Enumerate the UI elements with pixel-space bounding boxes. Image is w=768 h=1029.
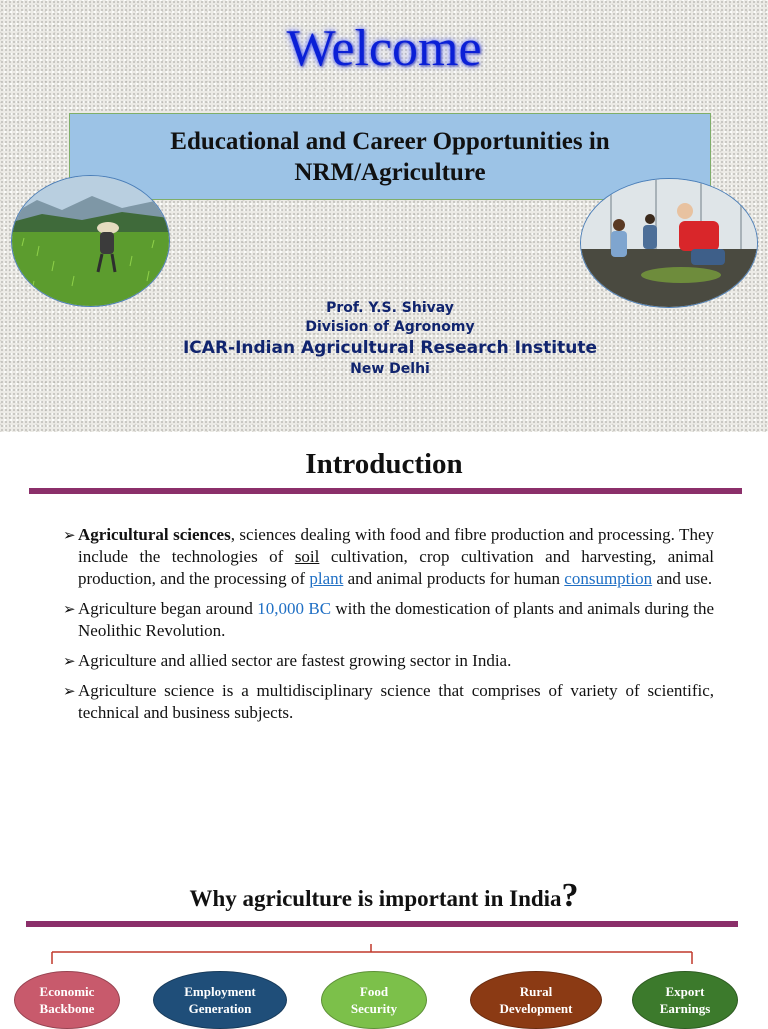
importance-slide — [0, 860, 768, 1024]
bullet-text: with the domestication of plants and animals during the Neolithic Revolution. — [78, 599, 714, 640]
importance-heading-text: Why agriculture is important in India — [189, 886, 562, 911]
heading-divider — [29, 488, 742, 494]
bullet-item — [63, 650, 714, 672]
soil-underlined: soil — [294, 547, 320, 566]
introduction-heading: Introduction — [305, 448, 463, 480]
introduction-bullets — [63, 524, 714, 732]
bullet-item — [63, 680, 714, 724]
bullet-text: Agriculture science is a multidisciplinary science that comprises of variety of scientific, technical and business subjects. — [78, 681, 714, 722]
arrow-bullet-icon: ➢ — [63, 526, 76, 544]
bullet-item — [63, 598, 714, 642]
importance-item-label: Rural Development — [499, 984, 573, 1016]
bold-term: Agricultural sciences — [78, 525, 231, 544]
bullet-text: Agriculture began around — [78, 599, 258, 618]
bullet-text: and use. — [652, 569, 713, 588]
bullet-text: , sciences dealing with food and fibre production and processing. They include the technologies of — [78, 525, 714, 566]
title-slide — [0, 0, 768, 432]
importance-item-economic — [14, 971, 120, 1029]
importance-item-rural — [470, 971, 602, 1029]
bullet-item — [63, 524, 714, 590]
bullet-text: Agriculture and allied sector are fastest growing sector in India. — [78, 651, 512, 670]
arrow-bullet-icon: ➢ — [63, 682, 76, 700]
importance-item-label: Economic Backbone — [39, 984, 95, 1016]
importance-item-label: Food Security — [350, 984, 398, 1016]
introduction-slide — [0, 436, 768, 836]
greenhouse-workers-photo — [580, 178, 758, 308]
author-info — [0, 299, 768, 379]
division-name: Division of Agronomy — [305, 319, 475, 335]
city-name: New Delhi — [350, 361, 430, 377]
question-mark: ? — [561, 877, 579, 914]
author-name: Prof. Y.S. Shivay — [326, 300, 454, 316]
importance-item-label: Employment Generation — [184, 984, 256, 1016]
consumption-link[interactable]: consumption — [564, 569, 653, 588]
rice-field-photo — [11, 175, 170, 307]
plant-link[interactable]: plant — [309, 569, 344, 588]
importance-item-food — [321, 971, 427, 1029]
welcome-heading: Welcome — [286, 20, 482, 77]
importance-item-export — [632, 971, 738, 1029]
arrow-bullet-icon: ➢ — [63, 600, 76, 618]
importance-item-label: Export Earnings — [659, 984, 711, 1016]
institute-name: ICAR-Indian Agricultural Research Institute — [182, 338, 597, 358]
arrow-bullet-icon: ➢ — [63, 652, 76, 670]
importance-item-employment — [153, 971, 287, 1029]
bullet-text: and animal products for human — [343, 569, 565, 588]
bullet-text: cultivation, crop cultivation and harvesting, animal production, and the processing of — [78, 547, 714, 588]
presentation-title: Educational and Career Opportunities in NRM/Agriculture — [69, 113, 711, 200]
date-highlight: 10,000 BC — [257, 599, 332, 618]
